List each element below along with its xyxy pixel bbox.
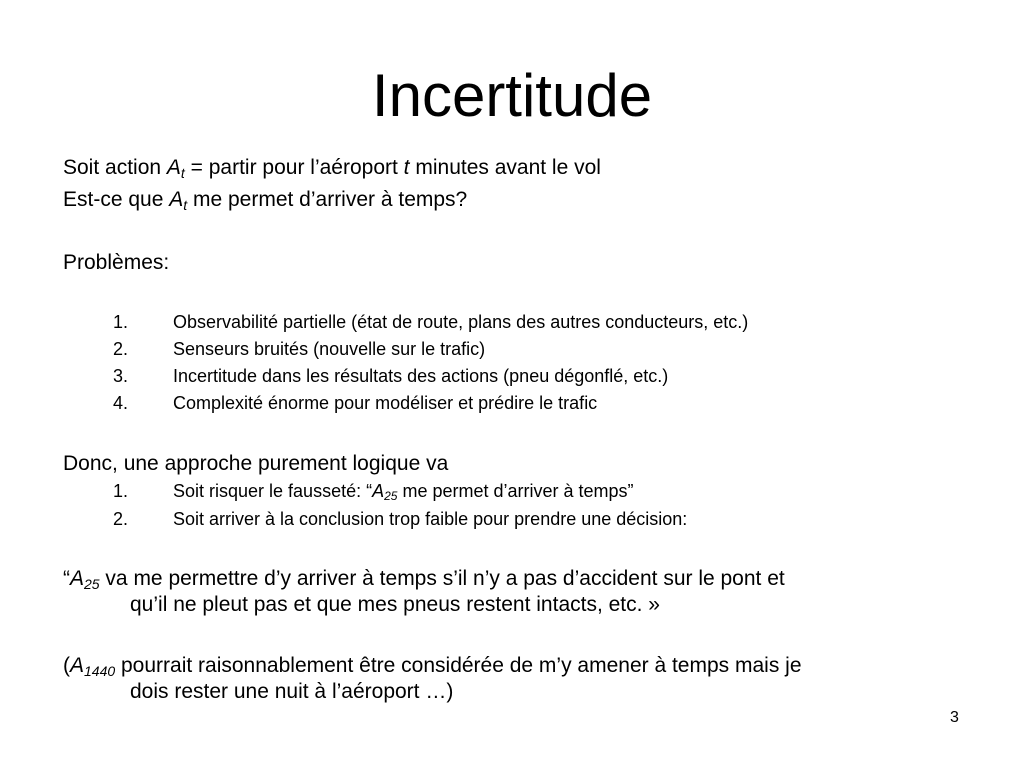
slide: Incertitude Soit action $A_t$ = partir pour l’aéroport t minutes avant le vol Est-ce que $A_t$ me permet d’arriver à temps? Problèmes: 1. Observabilité partielle (état de route, plans des autres conducteurs, etc.) 2. Senseurs bruités (nouvelle sur le trafic) 3. Incertitude dans les résultats des actions (pneu dégonflé, etc.) 4. Complexité énorme pour modéliser et prédire le trafic Donc, une approche purement logique va 1. Soit risquer le fausseté: “$A_{25}$ me permet d’arriver à temps” 2. Soit arriver à la conclusion trop faible pour prendre une décision: “$A_{25}$ va me permettre d’y arriver à temps s’il n’y a pas d’accident sur le pont et qu’il ne pleut pas et que mes pneus restent intacts, etc. » ($A_{1440}$ pourrait raisonnablement être considérée de m’y amener à temps mais je dois rester une nuit à l’aéroport …) 3 xyxy=(0,0,1024,768)
problems-heading: Problèmes: xyxy=(63,251,170,274)
page-number: 3 xyxy=(950,709,959,726)
quote-a25: “$A_{25}$ va me permettre d’y arriver à temps s’il n’y a pas d’accident sur le pont et qu’il ne pleut pas et que mes pneus restent intacts, etc. » xyxy=(63,567,785,616)
slide-title: Incertitude xyxy=(371,62,653,129)
quote-a1440: ($A_{1440}$ pourrait raisonnablement être considérée de m’y amener à temps mais je dois rester une nuit à l’aéroport …) xyxy=(63,654,802,703)
intro-line-1: Soit action $A_t$ = partir pour l’aéroport t minutes avant le vol xyxy=(63,156,601,181)
logic-heading: Donc, une approche purement logique va xyxy=(63,452,449,475)
intro-line-2: Est-ce que $A_t$ me permet d’arriver à temps? xyxy=(63,188,468,213)
